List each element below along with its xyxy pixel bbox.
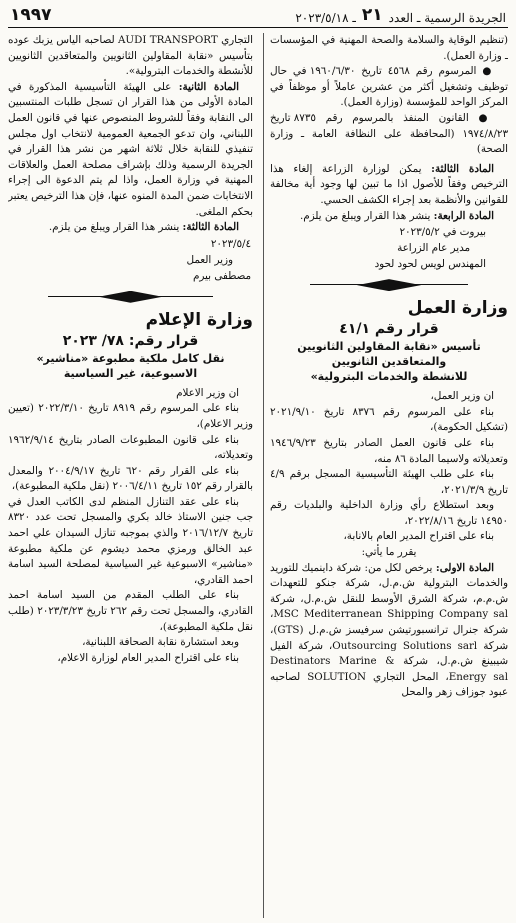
subject-line: نقل كامل ملكية مطبوعة «مناشير» xyxy=(36,351,225,365)
section-divider xyxy=(270,278,508,292)
signature-title: مدير عام الزراعة xyxy=(397,242,470,255)
signature-block xyxy=(270,224,508,272)
article-label: المادة الاولى: xyxy=(435,561,494,574)
paragraph: بناء على اقتراح المدير العام بالانابة، xyxy=(343,530,494,543)
paragraph: وبعد استطلاع رأي وزارة الداخلية والبلديات رقم ١٤٩٥٠ تاريخ ٢٠٢٢/٨/١٦، xyxy=(270,499,508,527)
subject-line: الاسبوعية، غير السياسية xyxy=(63,366,198,380)
article-text: على الهيئة التأسيسية المذكورة في المادة الأولى من هذا القرار ان تسجل طلبات المنتسبين الى النقابة وفقاً للشروط المنصوص عنها في قانون العمل اللبناني، وان تدعو الجمعية العمومية لانتخاب اول مجلس تنفيذي للنقابة خلال ثلاثة اشهر من نشر هذا القرار في الجريدة الرسمية وذلك بإشراف مصلحة العمل والعلاقات المهنية في وزارة العمل، واذا لم يتم الدعوة الى إجراء الانتخابات ضمن المدة المنوه عنها، فإن هذا الترخيص يعتبر بحكم الملغى. xyxy=(8,80,253,218)
signature-name: مصطفى بيرم xyxy=(193,269,251,282)
paragraph: ● المرسوم رقم ٤٥٦٨ تاريخ ١٩٦٠/٦/٣٠ في حال توظيف وتشغيل أكثر من عشرين عاملاً أو موظفاً في المركز الواحد للمؤسسة (وزارة العمل). xyxy=(270,65,508,109)
page-number: ١٩٩٧ xyxy=(10,5,52,25)
article-1 xyxy=(270,561,508,701)
left-column xyxy=(8,33,253,918)
article-2 xyxy=(8,80,253,220)
signature-block xyxy=(8,236,253,284)
subject-line: والمتعاقدين الثانويين xyxy=(331,355,447,369)
article-text: ينشر هذا القرار ويبلغ من يلزم. xyxy=(299,209,431,222)
article-text: ينشر هذا القرار ويبلغ من يلزم. xyxy=(48,221,180,234)
decision-number: قرار رقم: ٧٨/ ٢٠٢٣ xyxy=(62,332,199,349)
article-label: المادة الثالثة: xyxy=(182,221,239,234)
ministry-heading: وزارة الإعلام xyxy=(145,309,253,330)
paragraph: ان وزير العمل، xyxy=(430,390,494,403)
paragraph: بناء على قانون المطبوعات الصادر بتاريخ ١٩٦٢/٩/١٤ وتعديلاته، xyxy=(8,433,253,462)
article-3 xyxy=(270,162,508,209)
paragraph: بناء على طلب الهيئة التأسيسية المسجل برقم ٤/٩ تاريخ ٢٠٢١/٣/٩، xyxy=(270,468,508,496)
article-text: يمكن لوزارة الزراعة إلغاء هذا الترخيص وفقاً للأصول اذا ما تبين لها وجود أية مخالفة للقوانين والأنظمة بعد إجراء الكشف الحسي. xyxy=(270,162,508,206)
decision-subject xyxy=(270,339,508,384)
right-column xyxy=(263,33,508,918)
paragraph: التجاري AUDI TRANSPORT لصاحبه الياس يزبك عوده بتأسيس «نقابة المقاولين الثانويين والمتعاقدين الثانويين للأنشطة والخدمات البترولية». xyxy=(8,34,253,78)
header-title-group xyxy=(295,5,506,25)
paragraph: بناء على عقد التنازل المنظم لدى الكاتب العدل في جب جنين الاستاذ خالد بكري والمسجل تحت عدد ٨٣٢٠ تاريخ ٢٠١٦/١٢/٧ والذي بموجبه تنازل السيدان علي احمد عبد الخالق ورمزي محمد ديشوم عن ملكية مطبوعة «مناشير» الاسبوعية غير السياسية لمصلحة السيد اسامة احمد القادري، xyxy=(8,495,253,586)
subject-line: تأسيس «نقابة المقاولين الثانويين xyxy=(297,340,481,354)
paragraph: بناء على قانون العمل الصادر بتاريخ ١٩٤٦/٩/٢٣ وتعديلاته ولاسيما المادة ٨٦ منه، xyxy=(270,436,508,465)
columns xyxy=(8,28,508,918)
signature-date: ٢٠٢٣/٥/٤ xyxy=(210,237,251,250)
paragraph: (تنظيم الوقاية والسلامة والصحة المهنية في المؤسسات ـ وزارة العمل). xyxy=(270,34,508,62)
signature-place-date: بيروت في ٢٠٢٣/٥/٢ xyxy=(399,226,486,239)
article-3 xyxy=(8,220,253,236)
page-header xyxy=(8,6,508,28)
paragraph: بناء على اقتراح المدير العام لوزارة الاعلام، xyxy=(57,651,239,664)
article-label: المادة الثالثة: xyxy=(431,162,494,175)
signature-name: المهندس لويس لحود لحود xyxy=(374,258,486,271)
article-4 xyxy=(270,209,508,225)
subject-line: للانشطة والخدمات البترولية» xyxy=(310,370,468,384)
issue-number: ٢١ xyxy=(361,5,383,25)
section-divider xyxy=(8,290,253,304)
paragraph: بناء على المرسوم رقم ٨٣٧٦ تاريخ ٢٠٢١/٩/١٠ (تشكيل الحكومة)، xyxy=(270,405,508,434)
paragraph: بناء على القرار رقم ٦٢٠ تاريخ ٢٠٠٤/٩/١٧ والمعدل بالقرار رقم ١٥٢ تاريخ ٢٠٠٦/٤/١١ (نقل ملكية المطبوعة)، xyxy=(8,464,253,493)
paragraph: بناء على الطلب المقدم من السيد اسامة احمد القادري، والمسجل تحت رقم ٢٦٢ تاريخ ٢٠٢٣/٣/٢٣ (طلب نقل ملكية المطبوعة)، xyxy=(8,589,253,633)
gazette-title: الجريدة الرسمية ـ العدد xyxy=(388,11,506,25)
paragraph: يقرر ما يأتي: xyxy=(361,546,417,559)
article-text: يرخص لكل من: شركة داينميك للتوريد والخدمات البترولية ش.م.ل، شركة جنكو للتعهدات ش.م.م، شركة الشرق الأوسط للنقل ش.م.ل، شركة MSC Mediterranean Shipping Company sal، شركة جنرال ترانسبورتيشن سرفيسز ش.م.ل (GTS)، شركة Outsourcing Solutions sarl، شركة الفيل شيبينغ ش.م.ل، شركة Destinators Marine & Energy sal، المحل التجاري SOLUTION لصاحبه عبود جوزاف زهر والمحل xyxy=(270,561,508,699)
decision-number: قرار رقم ٤١/١ xyxy=(339,321,439,338)
paragraph: بناء على المرسوم رقم ٨٩١٩ تاريخ ٢٠٢٢/٣/١٠ (تعيين وزير الاعلام)، xyxy=(8,402,253,430)
paragraph: وبعد استشارة نقابة الصحافة اللبنانية، xyxy=(82,636,239,649)
ministry-heading: وزارة العمل xyxy=(407,298,508,319)
decision-subject xyxy=(8,351,253,381)
paragraph: ● القانون المنفذ بالمرسوم رقم ٨٧٣٥ تاريخ ١٩٧٤/٨/٢٣ (المحافظة على النظافة العامة ـ وزارة الصحة) xyxy=(270,111,508,156)
article-label: المادة الثانية: xyxy=(178,80,239,93)
signature-title: وزير العمل xyxy=(186,253,233,266)
paragraph: ان وزير الاعلام xyxy=(176,386,239,399)
article-label: المادة الرابعة: xyxy=(433,209,494,222)
issue-date: ـ ٢٠٢٣/٥/١٨ xyxy=(295,11,356,25)
